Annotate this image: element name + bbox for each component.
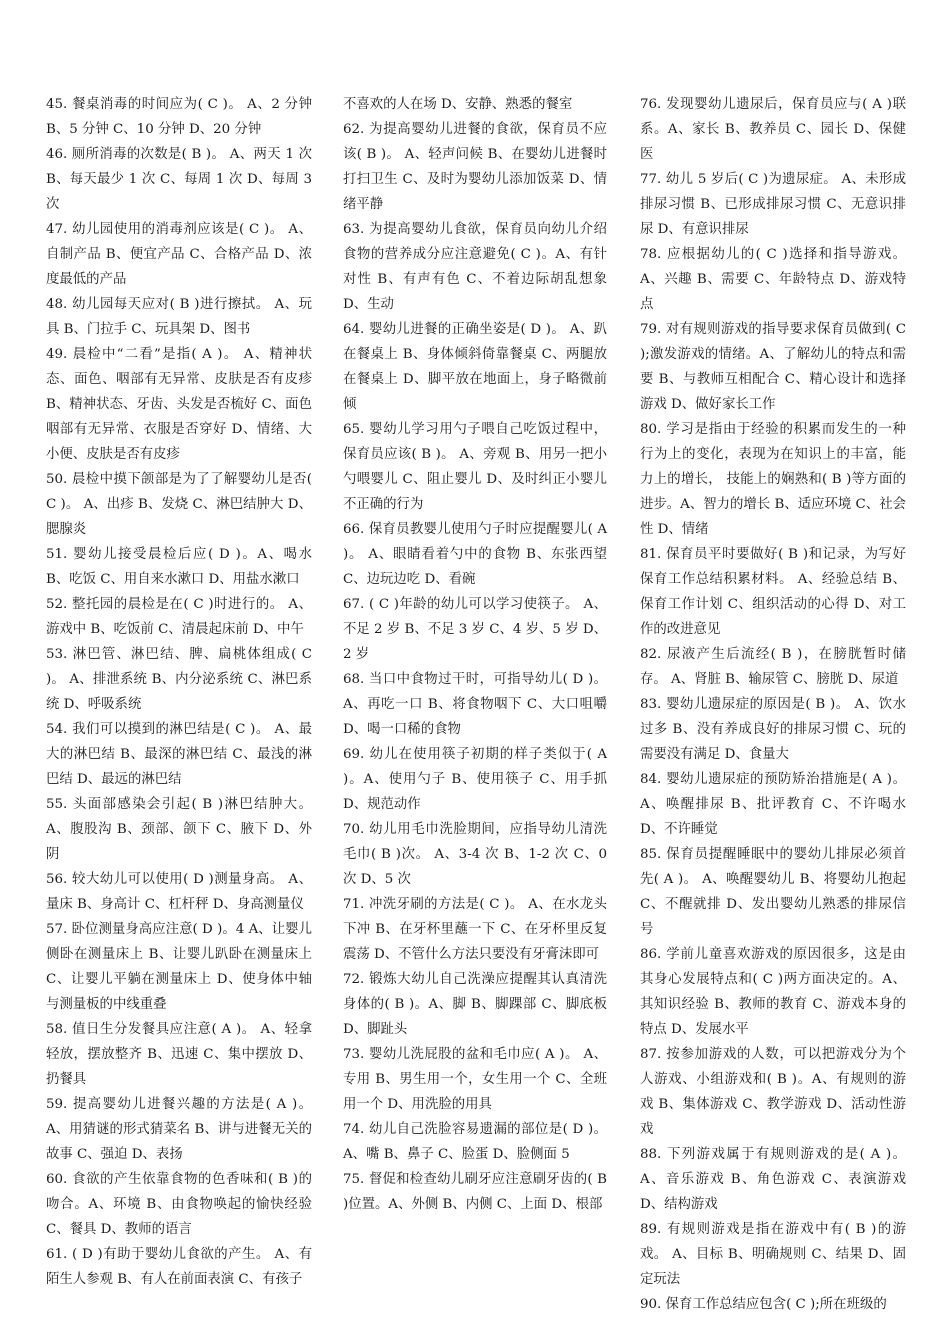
question-item: 61. ( D )有助于婴幼儿食欲的产生。 A、有陌生人参观 B、有人在前面表演 C、有孩子 xyxy=(46,1247,312,1287)
text-column-left xyxy=(46,92,312,1292)
question-item: 59. 提高婴幼儿进餐兴趣的方法是( A )。 A、用猜谜的形式猜菜名 B、讲与进餐无关的故事 C、强迫 D、表扬 xyxy=(46,1097,312,1162)
question-item: 89. 有规则游戏是指在游戏中有( B )的游戏。 A、目标 B、明确规则 C、结果 D、固定玩法 xyxy=(640,1222,906,1287)
question-item: 48. 幼儿园每天应对( B )进行擦拭。 A、玩具 B、门拉手 C、玩具架 D、图书 xyxy=(46,297,312,337)
question-item: 83. 婴幼儿遗尿症的原因是( B )。 A、饮水过多 B、没有养成良好的排尿习惯 C、玩的需要没有满足 D、食量大 xyxy=(640,697,906,762)
question-item: 67. ( C )年龄的幼儿可以学习使筷子。 A、不足 2 岁 B、不足 3 岁 C、4 岁、5 岁 D、2 岁 xyxy=(343,597,607,662)
question-item: 90. 保育工作总结应包含( C );所在班级的 xyxy=(640,1297,887,1312)
question-item: 51. 婴幼儿接受晨检后应( D )。A、喝水 B、吃饭 C、用自来水漱口 D、用盐水漱口 xyxy=(46,547,312,587)
question-item: 50. 晨检中摸下颌部是为了了解婴幼儿是否( C )。 A、出疹 B、发烧 C、淋巴结肿大 D、腮腺炎 xyxy=(46,472,312,537)
question-item: 71. 冲洗牙刷的方法是( C )。 A、在水龙头下冲 B、在牙杯里蘸一下 C、在牙杯里反复震荡 D、不管什么方法只要没有牙膏沫即可 xyxy=(343,897,607,962)
question-item: 72. 锻炼大幼儿自己洗澡应提醒其认真清洗身体的( B )。A、脚 B、脚踝部 C、脚底板 D、脚趾头 xyxy=(343,972,607,1037)
question-item: 73. 婴幼儿洗屁股的盆和毛巾应( A )。 A、专用 B、男生用一个，女生用一个 C、全班用一个 D、用洗脸的用具 xyxy=(343,1047,607,1112)
question-item: 76. 发现婴幼儿遗尿后，保育员应与( A )联系。A、家长 B、教养员 C、园长 D、保健医 xyxy=(640,97,906,162)
text-column-right xyxy=(640,92,906,1317)
question-item: 63. 为提高婴幼儿食欲，保育员向幼儿介绍食物的营养成分应注意避免( C )。A、有针对性 B、有声有色 C、不着边际胡乱想象 D、生动 xyxy=(343,222,607,312)
question-item: 不喜欢的人在场 D、安静、熟悉的餐室 xyxy=(343,97,573,112)
question-item: 82. 尿液产生后流经( B )，在膀胱暂时储存。 A、肾脏 B、输尿管 C、膀胱 D、尿道 xyxy=(640,647,906,687)
question-item: 56. 较大幼儿可以使用( D )测量身高。 A、量床 B、身高计 C、杠杆秤 D、身高测量仪 xyxy=(46,872,312,912)
question-item: 86. 学前儿童喜欢游戏的原因很多，这是由其身心发展特点和( C )两方面决定的。A、其知识经验 B、教师的教育 C、游戏本身的特点 D、发展水平 xyxy=(640,947,906,1037)
question-item: 81. 保育员平时要做好( B )和记录，为写好保育工作总结积累材料。 A、经验总结 B、保育工作计划 C、组织活动的心得 D、对工作的改进意见 xyxy=(640,547,906,637)
question-item: 58. 值日生分发餐具应注意( A )。 A、轻拿轻放，摆放整齐 B、迅速 C、集中摆放 D、扔餐具 xyxy=(46,1022,312,1087)
text-column-middle xyxy=(343,92,607,1217)
question-item: 84. 婴幼儿遗尿症的预防矫治措施是( A )。 A、唤醒排尿 B、批评教育 C、不许喝水 D、不许睡觉 xyxy=(640,772,906,837)
question-item: 54. 我们可以摸到的淋巴结是( C )。 A、最大的淋巴结 B、最深的淋巴结 C、最浅的淋巴结 D、最远的淋巴结 xyxy=(46,722,312,787)
question-item: 45. 餐桌消毒的时间应为( C )。 A、2 分钟 B、5 分钟 C、10 分钟 D、20 分钟 xyxy=(46,97,312,137)
question-item: 49. 晨检中“二看”是指( A )。 A、精神状态、面色、咽部有无异常、皮肤是否有皮疹 B、精神状态、牙齿、头发是否梳好 C、面色咽部有无异常、衣服是否穿好 D、情绪、大小便、皮肤是否有皮疹 xyxy=(46,347,312,462)
question-item: 78. 应根据幼儿的( C )选择和指导游戏。 A、兴趣 B、需要 C、年龄特点 D、游戏特点 xyxy=(640,247,906,312)
question-item: 87. 按参加游戏的人数，可以把游戏分为个人游戏、小组游戏和( B )。A、有规则的游戏 B、集体游戏 C、教学游戏 D、活动性游戏 xyxy=(640,1047,906,1137)
question-item: 64. 婴幼儿进餐的正确坐姿是( D )。 A、趴在餐桌上 B、身体倾斜倚靠餐桌 C、两腿放在餐桌上 D、脚平放在地面上，身子略微前倾 xyxy=(343,322,607,412)
question-item: 77. 幼儿 5 岁后( C )为遗尿症。 A、未形成排尿习惯 B、已形成排尿习惯 C、无意识排尿 D、有意识排尿 xyxy=(640,172,906,237)
question-item: 47. 幼儿园使用的消毒剂应该是( C )。 A、自制产品 B、便宜产品 C、合格产品 D、浓度最低的产品 xyxy=(46,222,312,287)
question-item: 68. 当口中食物过干时，可指导幼儿( D )。 A、再吃一口 B、将食物咽下 C、大口咀嚼 D、喝一口稀的食物 xyxy=(343,672,607,737)
question-item: 85. 保育员提醒睡眠中的婴幼儿排尿必须首先( A )。 A、唤醒婴幼儿 B、将婴幼儿抱起 C、不醒就排 D、发出婴幼儿熟悉的排尿信号 xyxy=(640,847,906,937)
question-item: 52. 整托园的晨检是在( C )时进行的。 A、游戏中 B、吃饭前 C、清晨起床前 D、中午 xyxy=(46,597,312,637)
question-item: 75. 督促和检查幼儿刷牙应注意刷牙齿的( B )位置。A、外侧 B、内侧 C、上面 D、根部 xyxy=(343,1172,607,1212)
question-item: 70. 幼儿用毛巾洗脸期间，应指导幼儿清洗毛巾( B )次。 A、3-4 次 B、1-2 次 C、0 次 D、5 次 xyxy=(343,822,607,887)
question-item: 74. 幼儿自己洗脸容易遗漏的部位是( D )。 A、嘴 B、鼻子 C、脸蛋 D、脸侧面 5 xyxy=(343,1122,607,1162)
question-item: 53. 淋巴管、淋巴结、脾、扁桃体组成( C )。 A、排泄系统 B、内分泌系统 C、淋巴系统 D、呼吸系统 xyxy=(46,647,312,712)
question-item: 65. 婴幼儿学习用勺子喂自己吃饭过程中，保育员应该( B )。 A、旁观 B、用另一把小勺喂婴儿 C、阻止婴儿 D、及时纠正小婴儿不正确的行为 xyxy=(343,422,607,512)
question-item: 62. 为提高婴幼儿进餐的食欲，保育员不应该( B )。 A、轻声问候 B、在婴幼儿进餐时打扫卫生 C、及时为婴幼儿添加饭菜 D、情绪平静 xyxy=(343,122,607,212)
question-item: 55. 头面部感染会引起( B )淋巴结肿大。 A、腹股沟 B、颈部、颌下 C、腋下 D、外阴 xyxy=(46,797,312,862)
question-item: 57. 卧位测量身高应注意( D )。4 A、让婴儿侧卧在测量床上 B、让婴儿趴卧在测量床上 C、让婴儿平躺在测量床上 D、使身体中轴与测量板的中线重叠 xyxy=(46,922,312,1012)
question-item: 88. 下列游戏属于有规则游戏的是( A )。 A、音乐游戏 B、角色游戏 C、表演游戏 D、结构游戏 xyxy=(640,1147,906,1212)
question-item: 80. 学习是指由于经验的积累而发生的一种行为上的变化，表现为在知识上的丰富，能力上的增长， 技能上的娴熟和( B )等方面的进步。A、智力的增长 B、适应环境 C、社会性 D、情绪 xyxy=(640,422,906,537)
question-item: 79. 对有规则游戏的指导要求保育员做到( C );激发游戏的情绪。A、了解幼儿的特点和需要 B、与教师互相配合 C、精心设计和选择游戏 D、做好家长工作 xyxy=(640,322,906,412)
question-item: 66. 保育员教婴儿使用勺子时应提醒婴儿( A )。 A、眼睛看着勺中的食物 B、东张西望 C、边玩边吃 D、看碗 xyxy=(343,522,607,587)
question-item: 46. 厕所消毒的次数是( B )。 A、两天 1 次 B、每天最少 1 次 C、每周 1 次 D、每周 3 次 xyxy=(46,147,312,212)
question-item: 69. 幼儿在使用筷子初期的样子类似于( A )。A、使用勺子 B、使用筷子 C、用手抓 D、规范动作 xyxy=(343,747,607,812)
question-item: 60. 食欲的产生依靠食物的色香味和( B )的吻合。A、环境 B、由食物唤起的愉快经验 C、餐具 D、教师的语言 xyxy=(46,1172,312,1237)
